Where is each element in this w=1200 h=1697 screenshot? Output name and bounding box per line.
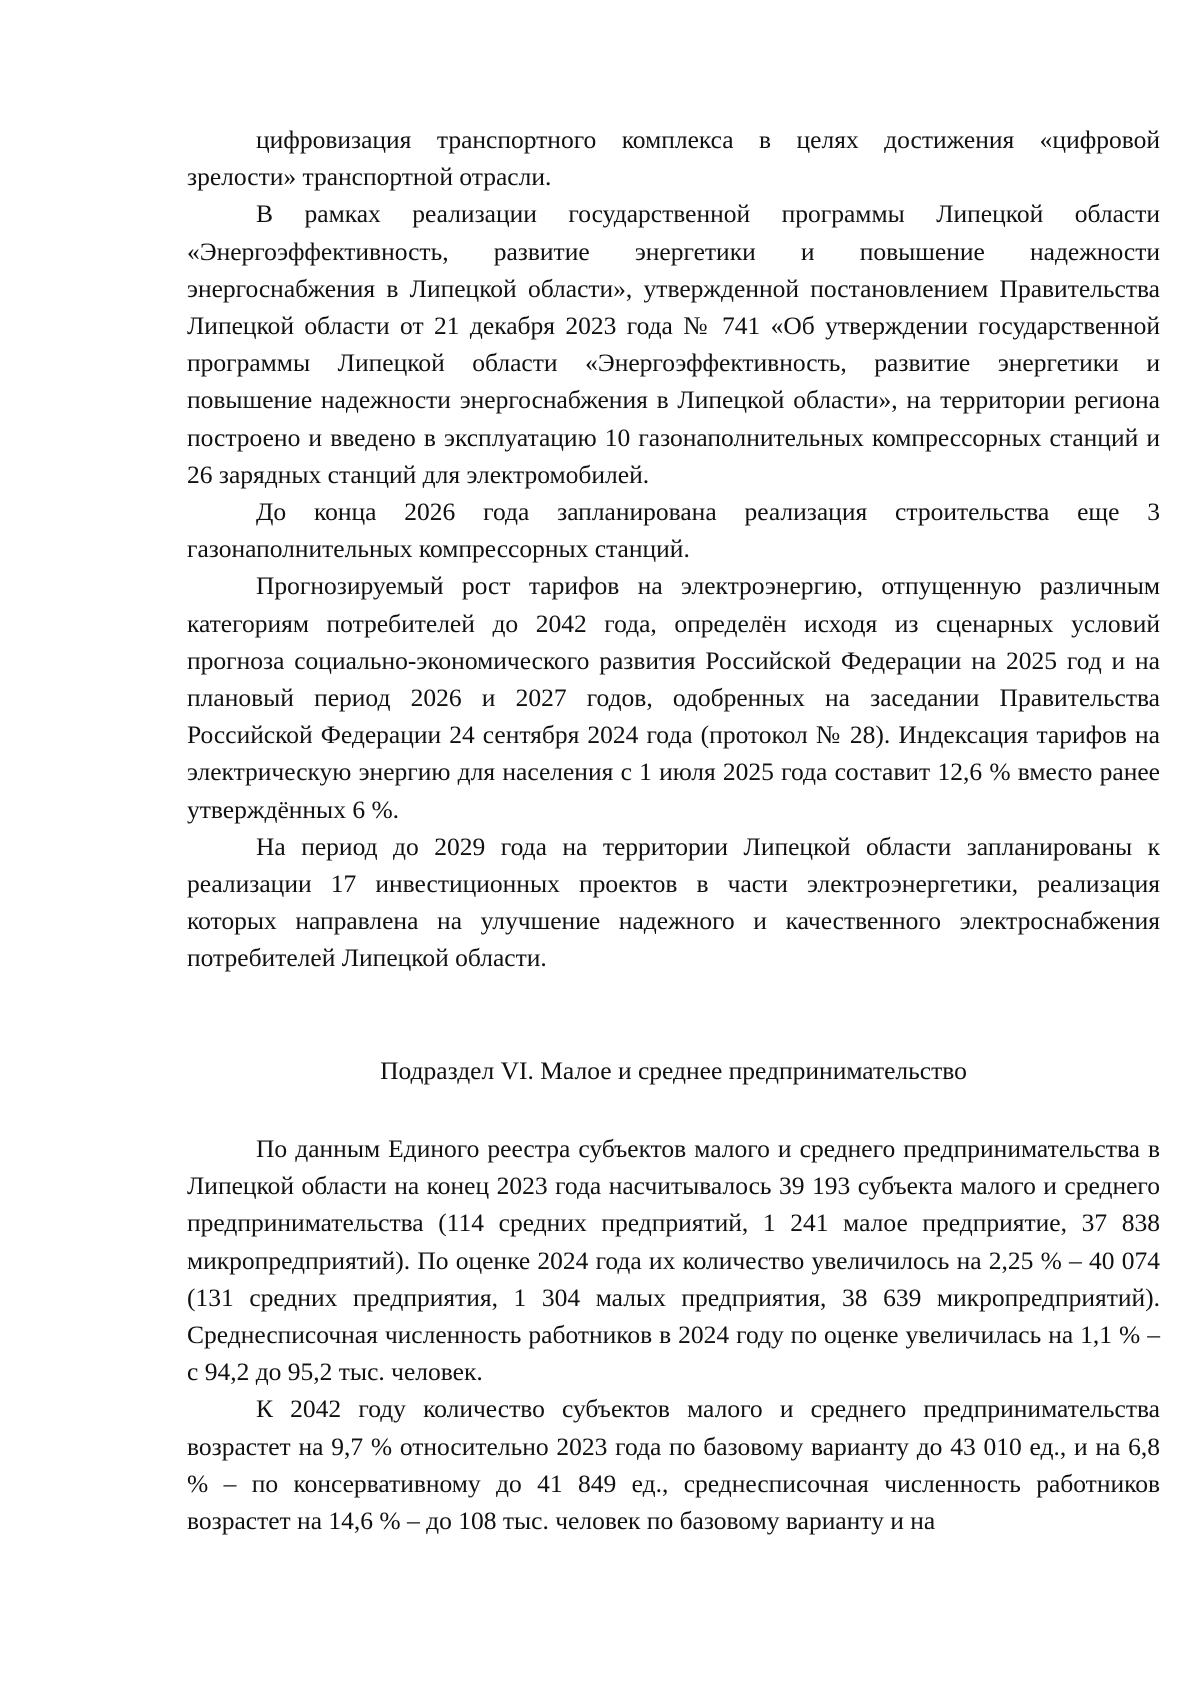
paragraph-tariff-forecast: Прогнозируемый рост тарифов на электроэнергию, отпущенную различным категориям потребителей до 2042 года, определён исходя из сценарных условий прогноза социально-экономического развития Российской Федерации на 2025 год и на плановый период 2026 и 2027 годов, одобренных на заседании Правительства Российской Федерации 24 сентября 2024 года (протокол № 28). Индексация тарифов на электрическую энергию для населения с 1 июля 2025 года составит 12,6 % вместо ранее утверждённых 6 %. bbox=[187, 571, 1160, 824]
paragraph-energy-program: В рамках реализации государственной программы Липецкой области «Энергоэффективность, развитие энергетики и повышение надежности энергоснабжения в Липецкой области», утвержденной постановлением Правительства Липецкой области от 21 декабря 2023 года № 741 «Об утверждении государственной программы Липецкой области «Энергоэффективность, развитие энергетики и повышение надежности энергоснабжения в Липецкой области», на территории региона построено и введено в эксплуатацию 10 газонаполнительных компрессорных станций и 26 зарядных станций для электромобилей. bbox=[187, 199, 1160, 489]
paragraph-sme-registry: По данным Единого реестра субъектов малого и среднего предпринимательства в Липецкой области на конец 2023 года насчитывалось 39 193 субъекта малого и среднего предпринимательства (114 средних предприятий, 1 241 малое предприятие, 37 838 микропредприятий). По оценке 2024 года их количество увеличилось на 2,25 % – 40 074 (131 средних предприятия, 1 304 малых предприятия, 38 639 микропредприятий). Среднесписочная численность работников в 2024 году по оценке увеличилась на 1,1 % – с 94,2 до 95,2 тыс. человек. bbox=[187, 1134, 1160, 1387]
paragraph-sme-forecast: К 2042 году количество субъектов малого и среднего предпринимательства возрастет на 9,7 % относительно 2023 года по базовому варианту до 43 010 ед., и на 6,8 % – по консервативному до 41 849 ед., среднесписочная численность работников возрастет на 14,6 % – до 108 тыс. человек по базовому варианту и на bbox=[187, 1394, 1160, 1536]
paragraph-digitalization: цифровизация транспортного комплекса в целях достижения «цифровой зрелости» транспортной отрасли. bbox=[187, 125, 1160, 192]
document-body-top bbox=[187, 121, 1160, 977]
paragraph-gas-stations-plan: До конца 2026 года запланирована реализация строительства еще 3 газонаполнительных компрессорных станций. bbox=[187, 497, 1160, 564]
document-body-bottom bbox=[187, 1130, 1160, 1539]
paragraph-investment-projects: На период до 2029 года на территории Липецкой области запланированы к реализации 17 инвестиционных проектов в части электроэнергетики, реализация которых направлена на улучшение надежного и качественного электроснабжения потребителей Липецкой области. bbox=[187, 831, 1160, 973]
section-heading: Подраздел VI. Малое и среднее предпринимательство bbox=[380, 1056, 967, 1085]
